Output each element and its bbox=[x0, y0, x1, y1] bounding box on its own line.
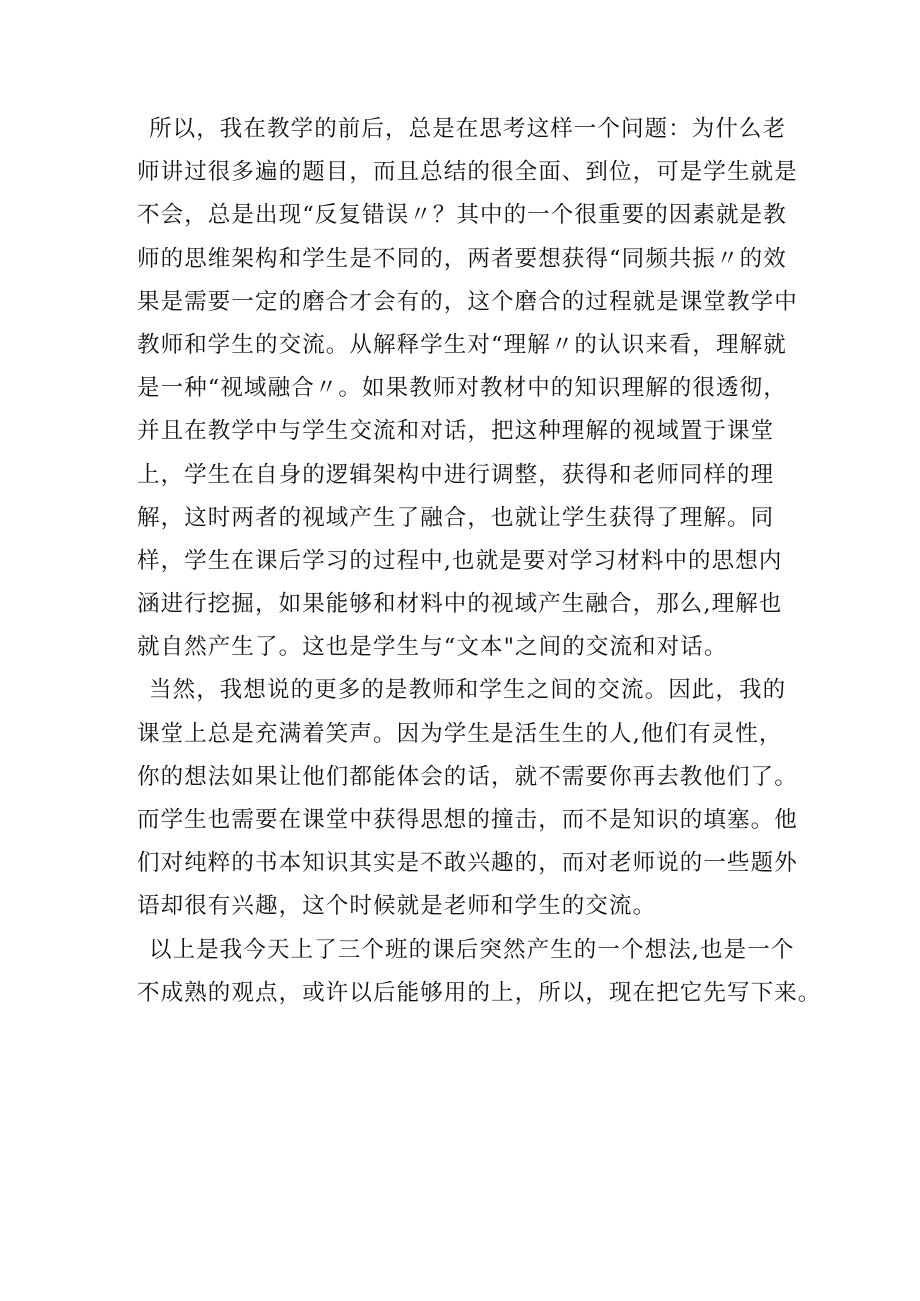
text-line: 而学生也需要在课堂中获得思想的撞击，而不是知识的填塞。他 bbox=[137, 807, 798, 833]
text-line: 课堂上总是充满着笑声。因为学生是活生生的人,他们有灵性， bbox=[137, 720, 783, 747]
text-line: 以上是我今天上了三个班的课后突然产生的一个想法,也是一个 bbox=[149, 936, 795, 963]
text-line: 解，这时两者的视域产生了融合，也就让学生获得了理解。同 bbox=[137, 504, 775, 531]
text-line: 上，学生在自身的逻辑架构中进行调整，获得和老师同样的理 bbox=[137, 461, 775, 488]
text-line: 是一种“视域融合〃。如果教师对教材中的知识理解的很透彻， bbox=[137, 375, 787, 402]
text-line: 果是需要一定的磨合才会有的，这个磨合的过程就是课堂教学中 bbox=[137, 288, 798, 315]
text-line: 语却很有兴趣，这个时候就是老师和学生的交流。 bbox=[137, 893, 657, 920]
text-line: 们对纯粹的书本知识其实是不敢兴趣的，而对老师说的一些题外 bbox=[137, 850, 798, 877]
text-line: 教师和学生的交流。从解释学生对“理解〃的认识来看，理解就 bbox=[137, 331, 787, 358]
text-line: 涵进行挖掘，如果能够和材料中的视域产生融合，那么,理解也 bbox=[137, 591, 783, 618]
text-line: 并且在教学中与学生交流和对话，把这种理解的视域置于课堂 bbox=[137, 418, 775, 445]
text-line: 所以，我在教学的前后，总是在思考这样一个问题：为什么老 bbox=[149, 116, 787, 142]
text-line: 你的想法如果让他们都能体会的话，就不需要你再去教他们了。 bbox=[137, 763, 798, 790]
text-line: 不成熟的观点，或许以后能够用的上，所以，现在把它先写下来。 bbox=[137, 979, 822, 1006]
document-body bbox=[137, 108, 822, 1015]
text-line: 样，学生在课后学习的过程中,也就是要对学习材料中的思想内 bbox=[137, 547, 783, 574]
text-line: 师讲过很多遍的题目，而且总结的很全面、到位，可是学生就是 bbox=[137, 159, 798, 186]
text-line: 就自然产生了。这也是学生与“文本"之间的交流和对话。 bbox=[137, 634, 728, 661]
text-line: 师的思维架构和学生是不同的，两者要想获得“同频共振〃的效 bbox=[137, 245, 787, 272]
text-line: 不会，总是出现“反复错误〃？其中的一个很重要的因素就是教 bbox=[137, 202, 787, 229]
text-line: 当然，我想说的更多的是教师和学生之间的交流。因此，我的 bbox=[149, 677, 787, 704]
